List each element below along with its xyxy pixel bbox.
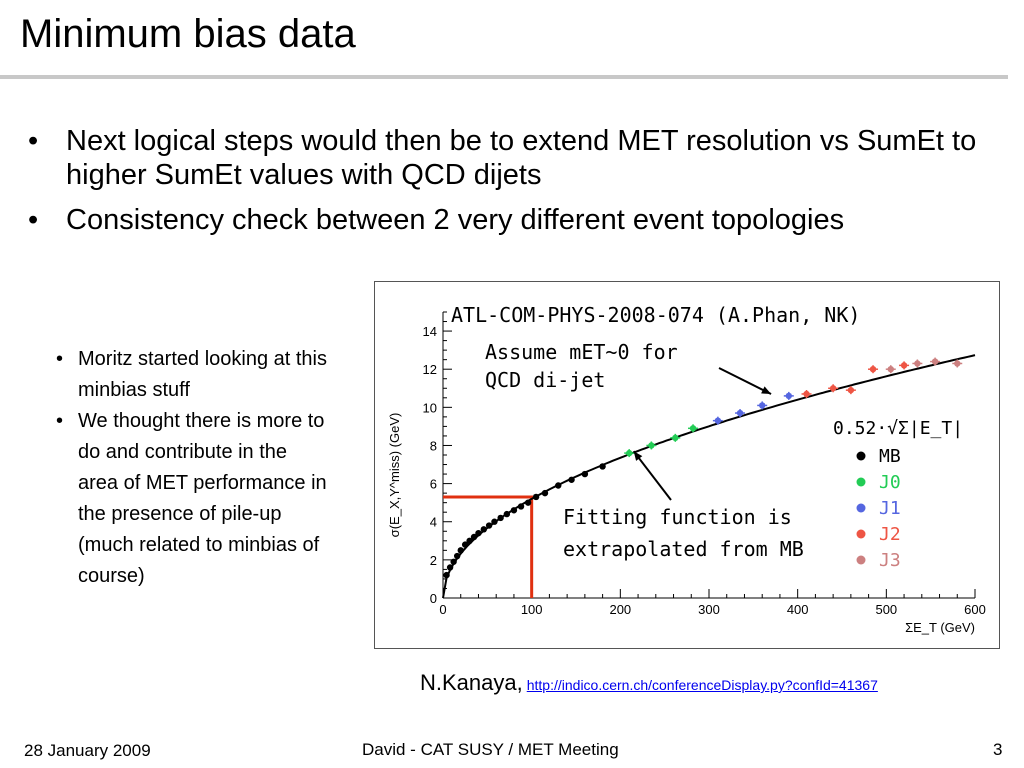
legend-marker-j2 xyxy=(857,530,866,539)
data-point-mb xyxy=(458,547,464,553)
data-point-j2 xyxy=(803,391,809,397)
data-point-j3 xyxy=(914,360,920,366)
data-point-mb xyxy=(518,503,524,509)
data-point-mb xyxy=(533,494,539,500)
x-tick-label: 500 xyxy=(875,602,898,617)
data-point-mb xyxy=(443,572,449,578)
data-point-mb xyxy=(568,477,574,483)
legend-marker-j1 xyxy=(857,504,866,513)
data-point-j2 xyxy=(848,387,854,393)
data-point-j3 xyxy=(888,366,894,372)
x-tick-label: 400 xyxy=(786,602,809,617)
data-point-j0 xyxy=(626,450,632,456)
data-point-mb xyxy=(599,463,605,469)
x-tick-label: 0 xyxy=(439,602,447,617)
data-point-j1 xyxy=(759,402,765,408)
title-divider xyxy=(0,75,1008,79)
legend-marker-j3 xyxy=(857,556,866,565)
data-point-j2 xyxy=(870,366,876,372)
data-point-j1 xyxy=(737,410,743,416)
data-point-j1 xyxy=(786,393,792,399)
legend-marker-mb xyxy=(857,452,866,461)
slide-title: Minimum bias data xyxy=(20,12,356,56)
data-point-mb xyxy=(486,522,492,528)
data-point-mb xyxy=(525,499,531,505)
y-tick-label: 10 xyxy=(422,400,437,416)
data-point-mb xyxy=(504,511,510,517)
data-point-mb xyxy=(454,553,460,559)
legend-header: 0.52·√Σ|E_T| xyxy=(833,418,964,439)
data-point-mb xyxy=(450,559,456,565)
footer-date: 28 January 2009 xyxy=(24,741,151,760)
credit-author: N.Kanaya, xyxy=(420,670,523,695)
bullet-next-steps: • Next logical steps would then be to extend MET resolution vs SumEt to higher SumEt values with QCD dijets xyxy=(28,124,1008,192)
legend-label-j2: J2 xyxy=(879,524,901,545)
y-tick-label: 14 xyxy=(422,324,437,340)
x-tick-label: 200 xyxy=(609,602,632,617)
credit-link[interactable]: http://indico.cern.ch/conferenceDisplay.py?confId=41367 xyxy=(526,677,878,693)
data-point-mb xyxy=(447,564,453,570)
data-point-j1 xyxy=(715,417,721,423)
legend-label-j0: J0 xyxy=(879,472,901,493)
data-point-j3 xyxy=(932,358,938,364)
data-point-mb xyxy=(491,519,497,525)
side-bullet-contribute: • We thought there is more to do and contribute in the area of MET performance in the presence of pile-up (much related to minbias of course) xyxy=(56,406,328,592)
annotation-text-1: Assume mET~0 for xyxy=(485,340,678,364)
data-point-j0 xyxy=(672,435,678,441)
met-resolution-chart xyxy=(375,282,999,648)
y-tick-label: 2 xyxy=(429,552,437,568)
data-point-mb xyxy=(511,507,517,513)
y-tick-label: 12 xyxy=(422,362,437,378)
y-tick-label: 6 xyxy=(429,476,437,492)
y-tick-label: 8 xyxy=(429,438,437,454)
data-point-j2 xyxy=(830,385,836,391)
side-bullet-moritz: • Moritz started looking at this minbias stuff xyxy=(56,344,328,406)
data-point-j3 xyxy=(954,360,960,366)
data-point-j0 xyxy=(690,425,696,431)
annotation-text-1: QCD di-jet xyxy=(485,368,606,392)
legend-label-j1: J1 xyxy=(879,498,901,519)
annotation-text-2: Fitting function is xyxy=(563,505,792,529)
data-point-j0 xyxy=(648,442,654,448)
chart-title: ATL-COM-PHYS-2008-074 (A.Phan, NK) xyxy=(451,303,861,327)
y-axis-label: σ(E_X,Y^miss) (GeV) xyxy=(387,412,402,538)
x-tick-label: 100 xyxy=(520,602,543,617)
y-tick-label: 4 xyxy=(429,514,437,530)
legend-label-mb: MB xyxy=(879,446,901,467)
data-point-mb xyxy=(582,471,588,477)
highlight-guide-lines xyxy=(443,497,532,598)
main-bullet-list xyxy=(28,124,1008,248)
footer-meeting: David - CAT SUSY / MET Meeting xyxy=(362,740,619,759)
x-tick-label: 600 xyxy=(964,602,986,617)
x-axis-label: ΣE_T (GeV) xyxy=(905,620,975,635)
credit xyxy=(420,670,878,696)
bullet-consistency: • Consistency check between 2 very different event topologies xyxy=(28,203,1008,237)
legend-label-j3: J3 xyxy=(879,550,901,571)
data-point-mb xyxy=(497,515,503,521)
data-point-mb xyxy=(542,490,548,496)
footer-page-number: 3 xyxy=(993,740,1003,759)
annotation-text-2: extrapolated from MB xyxy=(563,537,804,561)
data-point-mb xyxy=(475,530,481,536)
side-bullet-list xyxy=(56,344,328,592)
data-point-j2 xyxy=(901,362,907,368)
legend-marker-j0 xyxy=(857,478,866,487)
plot-frame xyxy=(374,281,1000,649)
data-point-mb xyxy=(481,526,487,532)
annotation-arrow-2 xyxy=(634,451,671,500)
data-point-mb xyxy=(555,482,561,488)
y-tick-label: 0 xyxy=(429,591,437,606)
x-tick-label: 300 xyxy=(698,602,720,617)
